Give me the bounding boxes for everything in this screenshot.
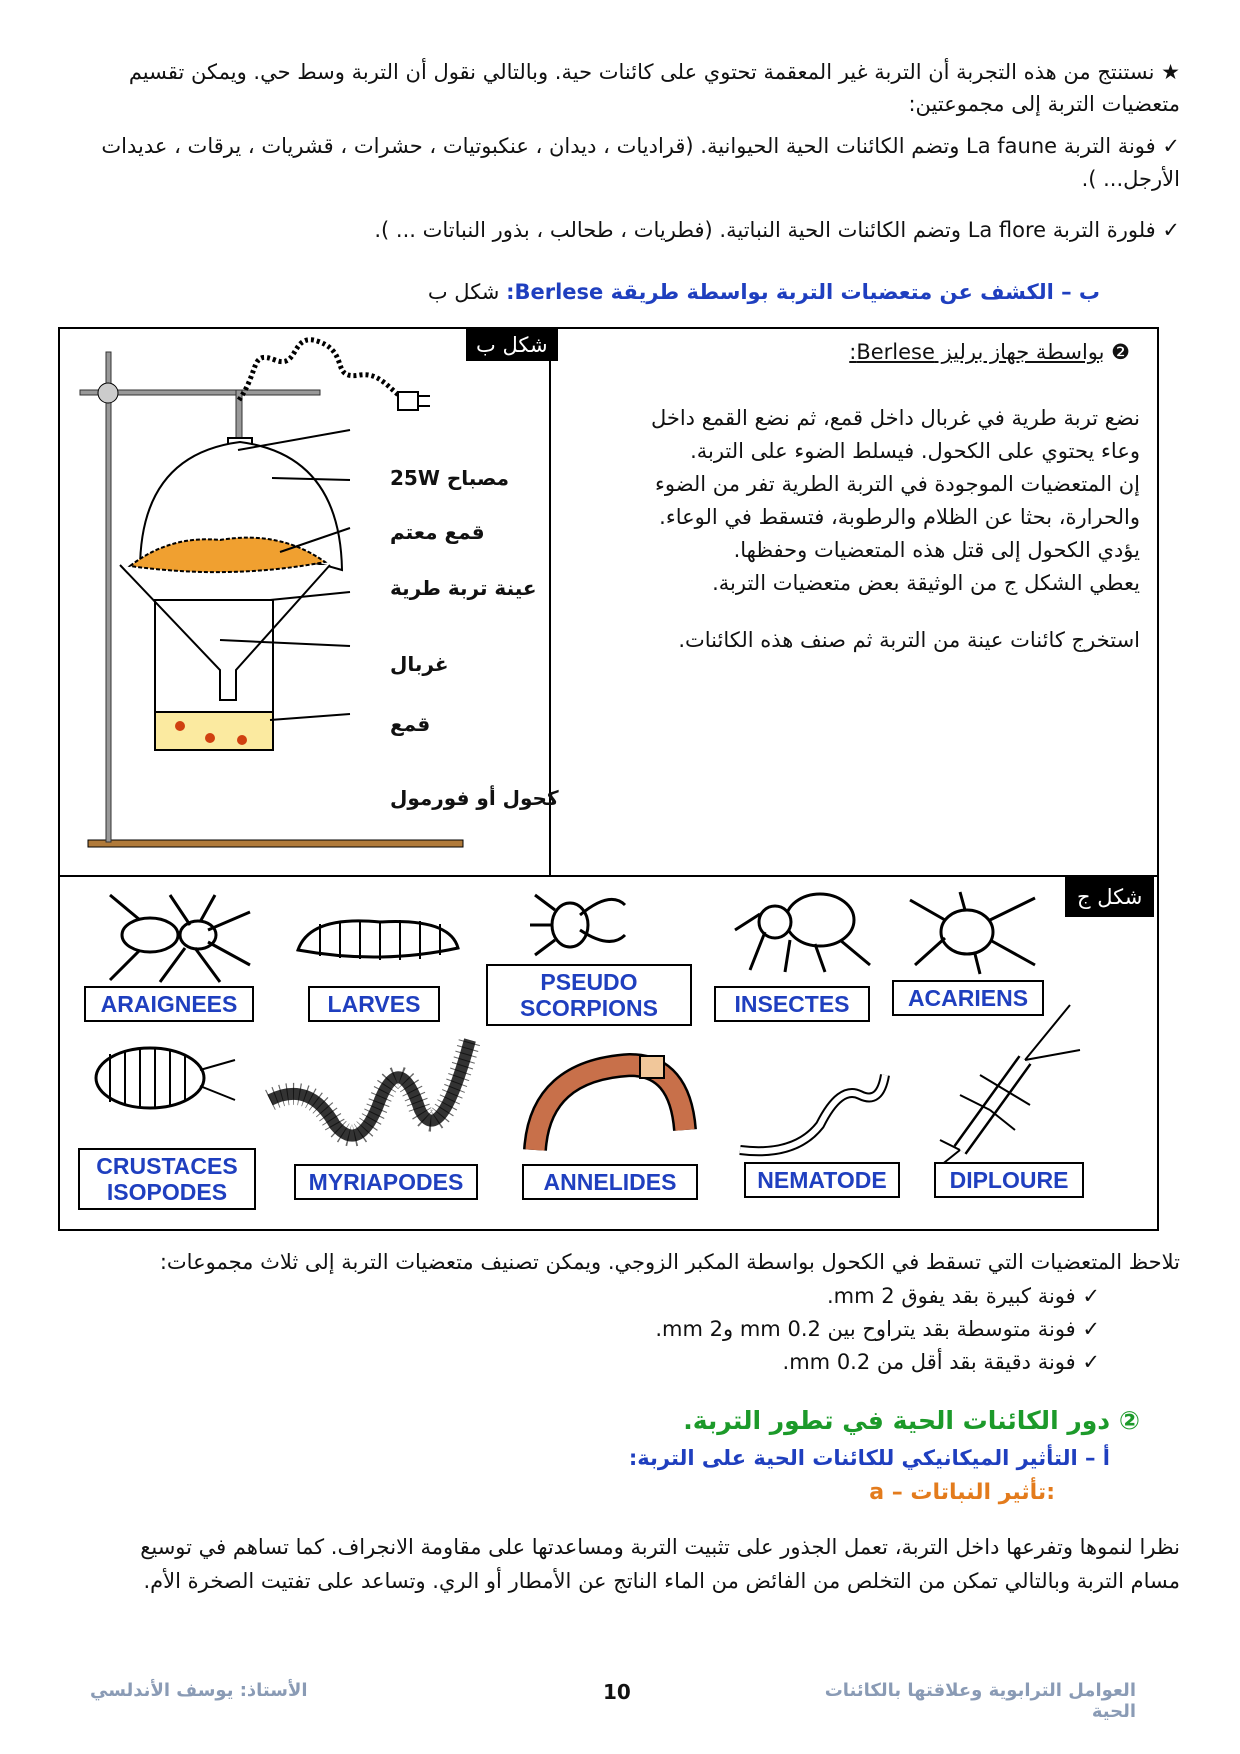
- section-2-heading: [500, 1404, 1140, 1438]
- observation-text: تلاحظ المتعضيات التي تسقط في الكحول بواسطة المكبر الزوجي. ويمكن تصنيف متعضيات التربة إلى ثلاث مجموعات:: [159, 1250, 1180, 1274]
- animal-label-diploure: DIPLOURE: [934, 1162, 1084, 1198]
- footer-title: العوامل الترابوية وعلاقتها بالكائنات الحية: [824, 1680, 1136, 1722]
- animal-label-myriapodes: MYRIAPODES: [294, 1164, 478, 1200]
- list-item: [300, 1346, 1100, 1379]
- diploure-drawing: [930, 1000, 1090, 1175]
- device-description: [580, 402, 1140, 600]
- animal-label-larves: LARVES: [308, 986, 440, 1022]
- label-lamp: مصباح 25W: [390, 466, 510, 490]
- check-icon: ✓: [1082, 1317, 1100, 1341]
- description-line: وعاء يحتوي على الكحول. فيسلط الضوء على التربة.: [690, 439, 1140, 463]
- list-item: [300, 1280, 1100, 1313]
- section-b-ref: شكل ب: [427, 280, 500, 304]
- figure-b-tag: شكل ب: [466, 329, 558, 361]
- size-class-text: فونة دقيقة بقد أقل من 0.2 mm.: [782, 1350, 1076, 1374]
- intro-text: نستنتج من هذه التجربة أن التربة غير المعقمة تحتوي على كائنات حية. وبالتالي نقول أن التربة وسط حي. ويمكن تقسيم متعضيات التربة إلى مجموعتين:: [128, 60, 1180, 116]
- animal-label-araignees: ARAIGNEES: [84, 986, 254, 1022]
- animal-label-nematode: NEMATODE: [744, 1162, 900, 1198]
- circled-two-icon: ②: [1118, 1406, 1140, 1435]
- spider-drawing: [100, 890, 260, 985]
- task-text: استخرج كائنات عينة من التربة ثم صنف هذه الكائنات.: [678, 628, 1140, 652]
- label-alcohol: كحول أو فورمول: [390, 786, 559, 810]
- list-item: [100, 214, 1180, 247]
- description-line: إن المتعضيات الموجودة في التربة الطرية تفر من الضوء: [654, 472, 1140, 496]
- size-class-text: فونة متوسطة بقد يتراوح بين 0.2 mm و2 mm.: [655, 1317, 1076, 1341]
- larva-drawing: [290, 910, 465, 970]
- intro-paragraph: [100, 56, 1180, 120]
- section-2-paragraph: نظرا لنموها وتفرعها داخل التربة، تعمل الجذور على تثبيت التربة ومساعدتها على مقاومة الانجراف. كما تساهم في توسيع مسام التربة وبالتالي تمكن من التخلص من الفائض من الماء الناتج عن الأمطار أو الري. وتساعد على تفتيت الصخرة الأم.: [140, 1535, 1180, 1593]
- insect-drawing: [730, 880, 880, 975]
- list-item: [300, 1313, 1100, 1346]
- description-line: يعطي الشكل ج من الوثيقة بعض متعضيات التربة.: [712, 571, 1140, 595]
- fauna-text: فونة التربة La faune وتضم الكائنات الحية الحيوانية. (قراديات ، ديدان ، عنكبوتيات ، حشرات ، قشريات ، يرقات ، عديدات الأرجل... ).: [101, 134, 1180, 191]
- nematode-drawing: [735, 1065, 895, 1160]
- section-b-heading: [400, 276, 1100, 308]
- label-sieve: غربال: [390, 652, 449, 676]
- annelid-drawing: [520, 1050, 700, 1160]
- animal-label-crustaces-isopodes: CRUSTACES ISOPODES: [78, 1148, 256, 1210]
- myriapod-drawing: [260, 1030, 485, 1155]
- section-2-sub-a: أ – التأثير الميكانيكي للكائنات الحية على التربة:: [628, 1446, 1110, 1470]
- animal-label-pseudoscorpions: PSEUDO SCORPIONS: [486, 964, 692, 1026]
- list-item: [100, 130, 1180, 196]
- check-icon: ✓: [1082, 1350, 1100, 1374]
- flora-text: فلورة التربة La flore وتضم الكائنات الحية النباتية. (فطريات ، طحالب ، بذور النباتات ... ).: [374, 218, 1156, 242]
- check-icon: ✓: [1082, 1284, 1100, 1308]
- label-funnel: قمع: [390, 712, 431, 736]
- isopod-drawing: [80, 1040, 240, 1120]
- number-two-icon: ❷: [1111, 340, 1130, 364]
- check-icon: ✓: [1162, 134, 1180, 158]
- star-icon: ★: [1161, 60, 1180, 84]
- device-heading: [600, 336, 1130, 368]
- footer-author: الأستاذ: يوسف الأندلسي: [90, 1680, 308, 1701]
- section-2-title: دور الكائنات الحية في تطور التربة.: [683, 1406, 1111, 1435]
- figure-c-tag: شكل ج: [1065, 877, 1154, 917]
- label-sample: عينة تربة طرية: [390, 576, 537, 600]
- check-icon: ✓: [1162, 218, 1180, 242]
- description-line: نضع تربة طرية في غربال داخل قمع، ثم نضع القمع داخل: [650, 406, 1140, 430]
- page-number: 10: [603, 1680, 631, 1704]
- section-2-sub-a-small: a – تأثير النباتات:: [869, 1480, 1055, 1505]
- animal-label-annelides: ANNELIDES: [522, 1164, 698, 1200]
- description-line: يؤدي الكحول إلى قتل هذه المتعضيات وحفظها.: [733, 538, 1140, 562]
- acarien-drawing: [905, 890, 1045, 975]
- description-line: والحرارة، بحثا عن الظلام والرطوبة، فتسقط في الوعاء.: [659, 505, 1140, 529]
- pseudoscorpion-drawing: [525, 880, 645, 960]
- label-shade: قمع معتم: [390, 520, 485, 544]
- animal-label-acariens: ACARIENS: [892, 980, 1044, 1016]
- animal-label-insectes: INSECTES: [714, 986, 870, 1022]
- section-b-title: ب – الكشف عن متعضيات التربة بواسطة طريقة Berlese:: [506, 280, 1100, 304]
- size-class-text: فونة كبيرة بقد يفوق 2 mm.: [826, 1284, 1076, 1308]
- device-heading-text: بواسطة جهاز برليز Berlese:: [849, 340, 1105, 364]
